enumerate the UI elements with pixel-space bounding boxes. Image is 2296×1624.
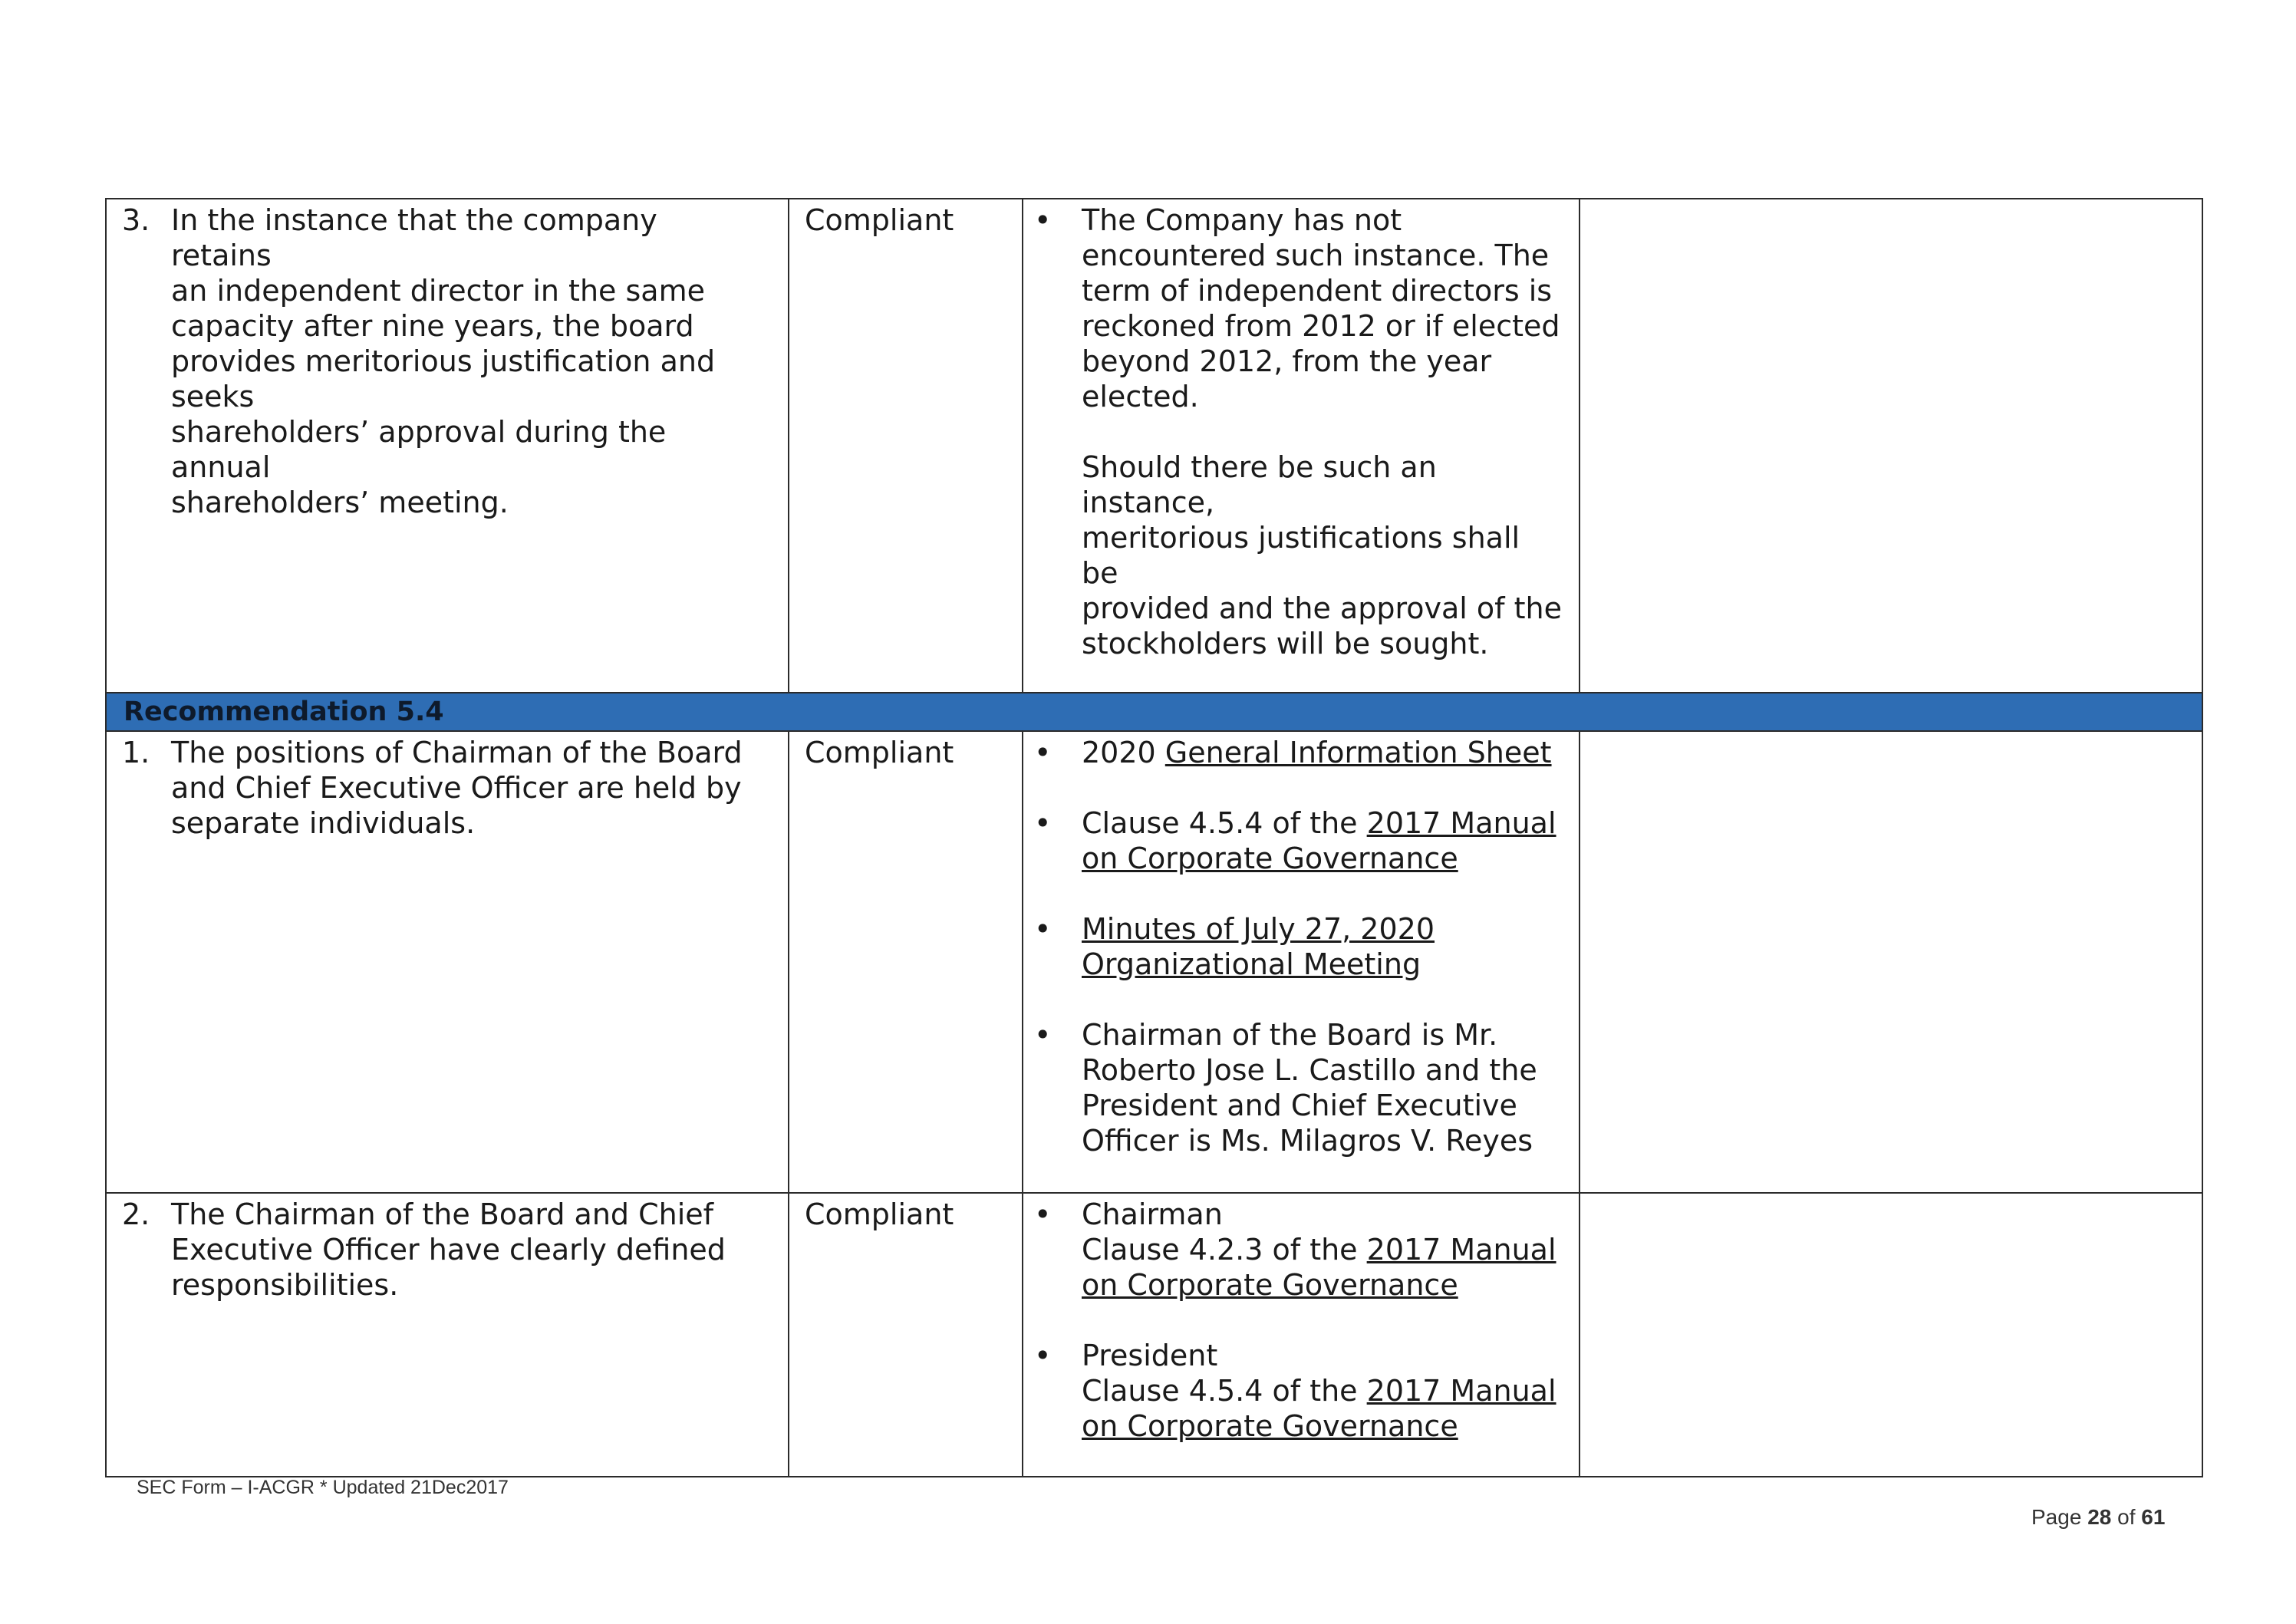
- explanation-text: 2020: [1082, 736, 1165, 769]
- page-of: of: [2117, 1505, 2136, 1529]
- manual-link[interactable]: on Corporate Governance: [1082, 842, 1458, 875]
- explanation-bullet: [1023, 911, 1563, 982]
- explanation-cell: [1023, 731, 1580, 1193]
- explanation-text: provided and the approval of the: [1082, 591, 1562, 625]
- requirement-text: provides meritorious justification and seeks: [171, 344, 716, 413]
- explanation-text: term of independent directors is: [1082, 274, 1553, 308]
- bullet-icon: •: [1034, 806, 1052, 840]
- explanation-text: Clause 4.2.3 of the: [1082, 1233, 1367, 1267]
- table-row: [106, 731, 2202, 1193]
- requirement-text: shareholders’ meeting.: [171, 486, 509, 519]
- explanation-text: encountered such instance. The: [1082, 239, 1550, 272]
- manual-link[interactable]: on Corporate Governance: [1082, 1409, 1458, 1443]
- explanation-text: reckoned from 2012 or if elected: [1082, 309, 1560, 343]
- page-current: 28: [2087, 1505, 2112, 1529]
- explanation-text: Officer is Ms. Milagros V. Reyes: [1082, 1124, 1533, 1158]
- table-row: [106, 1193, 2202, 1477]
- explanation-text: Clause 4.5.4 of the: [1082, 806, 1367, 840]
- explanation-text: Chairman of the Board is Mr.: [1082, 1018, 1498, 1052]
- manual-link[interactable]: 2017 Manual: [1366, 806, 1556, 840]
- bullet-icon: •: [1034, 1339, 1052, 1372]
- status-cell: [789, 199, 1023, 693]
- requirement-text: In the instance that the company retains: [171, 203, 657, 272]
- recommendation-header-row: [106, 693, 2202, 731]
- page-total: 61: [2141, 1505, 2166, 1529]
- bullet-icon: •: [1034, 1018, 1052, 1052]
- minutes-link[interactable]: Minutes of July 27, 2020: [1082, 912, 1435, 946]
- explanation-cell: [1023, 1193, 1580, 1477]
- explanation-text: elected.: [1082, 380, 1199, 413]
- requirement-text: and Chief Executive Officer are held by: [171, 771, 742, 805]
- compliance-status: Compliant: [805, 203, 954, 237]
- minutes-link[interactable]: Organizational Meeting: [1082, 947, 1421, 981]
- item-number: 1.: [122, 736, 150, 769]
- explanation-text: Should there be such an instance,: [1082, 450, 1437, 519]
- requirement-text: separate individuals.: [171, 806, 476, 840]
- explanation-text: Clause 4.5.4 of the: [1082, 1374, 1367, 1408]
- explanation-text: meritorious justifications shall be: [1082, 521, 1520, 590]
- requirement-text: shareholders’ approval during the annual: [171, 415, 667, 484]
- bullet-icon: •: [1034, 1197, 1052, 1231]
- form-footer-label: SEC Form – I-ACGR * Updated 21Dec2017: [137, 1477, 509, 1498]
- explanation-bullet: [1023, 1338, 1563, 1444]
- remarks-cell: [1580, 199, 2202, 693]
- page-number: [2031, 1505, 2165, 1530]
- item-number: 2.: [122, 1197, 150, 1231]
- explanation-bullet: [1023, 805, 1563, 876]
- explanation-text: beyond 2012, from the year: [1082, 344, 1492, 378]
- bullet-icon: •: [1034, 736, 1052, 769]
- explanation-bullet: [1023, 203, 1563, 661]
- bullet-icon: •: [1034, 912, 1052, 946]
- remarks-cell: [1580, 1193, 2202, 1477]
- general-information-sheet-link[interactable]: General Information Sheet: [1164, 736, 1552, 769]
- recommendation-label: Recommendation 5.4: [106, 693, 2202, 731]
- requirement-text: The Chairman of the Board and Chief: [171, 1197, 714, 1231]
- requirement-text: responsibilities.: [171, 1268, 399, 1302]
- status-cell: [789, 731, 1023, 1193]
- compliance-status: Compliant: [805, 1197, 954, 1231]
- requirement-text: The positions of Chairman of the Board: [171, 736, 743, 769]
- item-number: 3.: [122, 203, 150, 237]
- requirement-cell: [106, 199, 789, 693]
- manual-link[interactable]: on Corporate Governance: [1082, 1268, 1458, 1302]
- explanation-text: Roberto Jose L. Castillo and the: [1082, 1053, 1537, 1087]
- compliance-status: Compliant: [805, 736, 954, 769]
- requirement-cell: [106, 1193, 789, 1477]
- status-cell: [789, 1193, 1023, 1477]
- manual-link[interactable]: 2017 Manual: [1366, 1233, 1556, 1267]
- explanation-text: President and Chief Executive: [1082, 1089, 1517, 1122]
- table-row: [106, 199, 2202, 693]
- requirement-cell: [106, 731, 789, 1193]
- remarks-cell: [1580, 731, 2202, 1193]
- explanation-text: The Company has not: [1082, 203, 1402, 237]
- explanation-bullet: [1023, 1197, 1563, 1303]
- explanation-title: Chairman: [1082, 1197, 1223, 1231]
- explanation-bullet: [1023, 735, 1563, 770]
- bullet-icon: •: [1034, 203, 1052, 237]
- requirement-text: an independent director in the same: [171, 274, 705, 308]
- page-word: Page: [2031, 1505, 2082, 1529]
- explanation-text: stockholders will be sought.: [1082, 627, 1489, 660]
- explanation-title: President: [1082, 1339, 1218, 1372]
- manual-link[interactable]: 2017 Manual: [1366, 1374, 1556, 1408]
- explanation-bullet: [1023, 1017, 1563, 1158]
- requirement-text: capacity after nine years, the board: [171, 309, 694, 343]
- compliance-table: [105, 198, 2203, 1477]
- requirement-text: Executive Officer have clearly defined: [171, 1233, 726, 1267]
- explanation-cell: [1023, 199, 1580, 693]
